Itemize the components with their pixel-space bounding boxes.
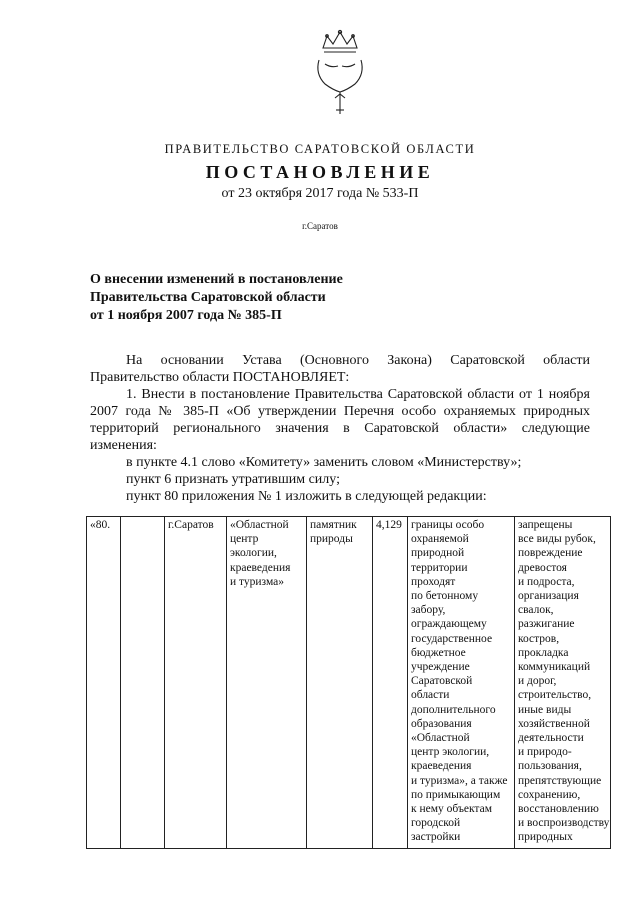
cell-text-line: свалок, xyxy=(518,604,554,617)
cell-text-line: «Областной xyxy=(230,519,289,531)
cell-text-line: сохранению, xyxy=(518,788,581,801)
cell-text-line: центр xyxy=(230,533,259,546)
government-name: ПРАВИТЕЛЬСТВО САРАТОВСКОЙ ОБЛАСТИ xyxy=(164,142,476,156)
cell-text-line: проходят xyxy=(411,575,456,588)
cell-text-line: «Областной xyxy=(411,732,470,745)
cell-text-line: забору, xyxy=(411,604,446,617)
cell-text-line: древостоя xyxy=(518,561,567,574)
document-date-number: от 23 октября 2017 года № 533-П xyxy=(221,186,419,201)
preamble-paragraph: На основании Устава (Основного Закона) Саратовской области Правительство области ПОСТАНОВЛЯЕТ: xyxy=(90,353,590,385)
cell-text-line: и туризма», а также xyxy=(411,774,508,787)
cell-text-line: хозяйственной xyxy=(518,717,590,730)
title-line: от 1 ноября 2007 года № 385-П xyxy=(90,308,282,323)
cell-text-line: деятельности xyxy=(518,732,584,745)
cell-text-line: запрещены xyxy=(518,519,573,531)
cell-text-line: территории xyxy=(411,561,468,574)
cell-text-line: границы особо xyxy=(411,519,485,531)
cell-text-line: памятник xyxy=(310,519,357,531)
cell-regime xyxy=(515,517,611,849)
cell-location: г.Саратов xyxy=(165,517,227,849)
cell-text-line: центр экологии, xyxy=(411,746,490,759)
table-row xyxy=(87,517,611,849)
cell-text-line: и туризма» xyxy=(230,575,284,588)
cell-text-line: разжигание xyxy=(518,618,575,631)
cell-text-line: природных xyxy=(518,831,573,844)
cell-text-line: и дорог, xyxy=(518,675,557,688)
cell-text-line: природы xyxy=(310,533,353,546)
change-item: пункт 80 приложения № 1 изложить в следующей редакции: xyxy=(126,489,487,504)
cell-text-line: восстановлению xyxy=(518,803,599,816)
cell-text-line: и воспроизводству xyxy=(518,817,610,830)
cell-name xyxy=(227,517,307,849)
cell-text-line: повреждение xyxy=(518,547,583,560)
document-title xyxy=(90,271,343,325)
cell-text-line: организация xyxy=(518,590,579,603)
cell-text-line: по примыкающим xyxy=(411,788,501,801)
cell-text-line: городской xyxy=(411,817,461,830)
document-body xyxy=(90,352,590,505)
cell-text-line: охраняемой xyxy=(411,533,469,546)
cell-text-line: учреждение xyxy=(411,661,470,674)
coat-of-arms-emblem xyxy=(305,26,375,118)
cell-text-line: экологии, xyxy=(230,547,277,560)
cell-text-line: образования xyxy=(411,717,472,730)
cell-text-line: Саратовской xyxy=(411,675,473,688)
cell-category xyxy=(307,517,373,849)
cell-text-line: прокладка xyxy=(518,646,569,659)
title-line: О внесении изменений в постановление xyxy=(90,272,343,287)
cell-text-line: по бетонному xyxy=(411,590,479,603)
document-type: ПОСТАНОВЛЕНИЕ xyxy=(205,162,435,182)
cell-text-line: бюджетное xyxy=(411,646,466,659)
change-item: в пункте 4.1 слово «Комитету» заменить словом «Министерству»; xyxy=(126,455,522,470)
cell-empty xyxy=(121,517,165,849)
cell-text-line: строительство, xyxy=(518,689,592,702)
title-line: Правительства Саратовской области xyxy=(90,290,326,305)
cell-text-line: застройки xyxy=(411,831,461,844)
cell-boundaries xyxy=(408,517,515,849)
cell-text-line: и природо- xyxy=(518,746,572,759)
cell-text-line: препятствующие xyxy=(518,774,602,787)
cell-text-line: пользования, xyxy=(518,760,582,773)
cell-text-line: области xyxy=(411,689,450,702)
clause-1-paragraph: 1. Внести в постановление Правительства Саратовской области от 1 ноября 2007 года № 385-П «Об утверждении Перечня особо охраняемых природных территорий регионального значения в Саратовской области» следующие изменения: xyxy=(90,387,590,453)
cell-text-line: государственное xyxy=(411,632,493,645)
amendment-table xyxy=(86,516,611,849)
cell-number: «80. xyxy=(87,517,121,849)
cell-area: 4,129 xyxy=(373,517,408,849)
cell-text-line: все виды рубок, xyxy=(518,533,596,546)
cell-text-line: краеведения xyxy=(411,760,472,773)
cell-text-line: краеведения xyxy=(230,561,291,574)
document-city: г.Саратов xyxy=(302,221,338,231)
change-item: пункт 6 признать утратившим силу; xyxy=(126,472,340,487)
cell-text-line: и подроста, xyxy=(518,575,575,588)
cell-text-line: природной xyxy=(411,547,465,560)
cell-text-line: к нему объектам xyxy=(411,803,492,816)
cell-text-line: ограждающему xyxy=(411,618,487,631)
cell-text-line: коммуникаций xyxy=(518,661,591,674)
cell-text-line: иные виды xyxy=(518,703,572,716)
cell-text-line: костров, xyxy=(518,632,560,645)
cell-text-line: дополнительного xyxy=(411,703,496,716)
